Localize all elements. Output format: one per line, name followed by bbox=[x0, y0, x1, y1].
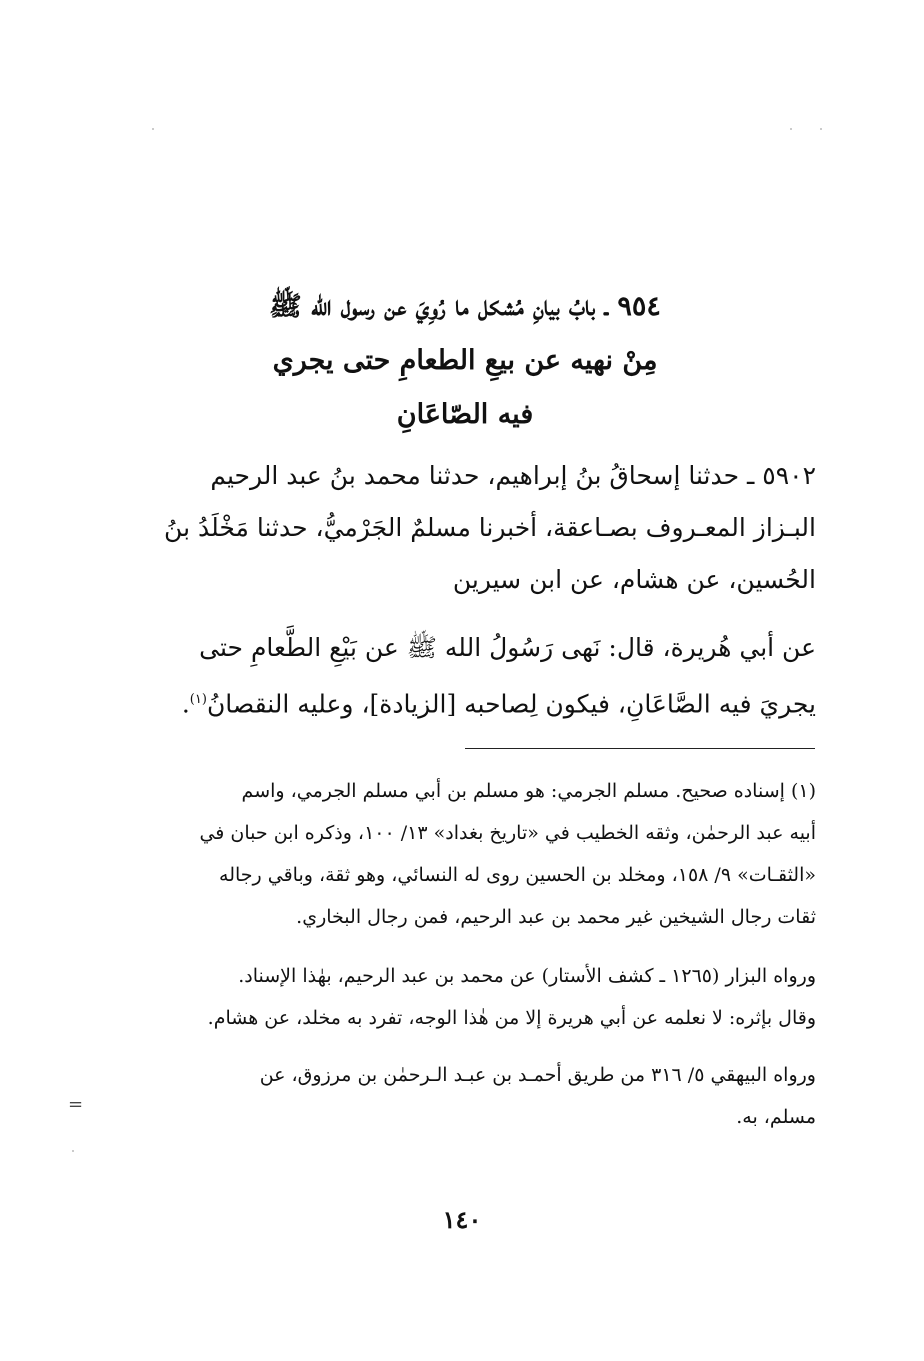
isnad-line: البـزاز المعـروف بصـاعقة، أخبرنا مسلمٌ الجَرْميُّ، حدثنا مَخْلَدُ بنُ bbox=[164, 513, 816, 542]
matn-line: عن أبي هُريرة، قال: نَهى رَسُولُ الله ﷺ عن بَيْعِ الطَّعامِ حتى bbox=[199, 633, 816, 662]
footnote-line: وقال بإثره: لا نعلمه عن أبي هريرة إلا من هٰذا الوجه، تفرد به مخلد، عن هشام. bbox=[207, 1007, 816, 1029]
scan-speck bbox=[790, 128, 792, 130]
footnote-line: مسلم، به. bbox=[736, 1106, 816, 1128]
scan-speck bbox=[152, 128, 154, 130]
hadith-isnad bbox=[108, 450, 816, 606]
matn-line bbox=[108, 674, 816, 730]
chapter-heading-line: مِنْ نهيه عن بيعِ الطعامِ حتى يجري bbox=[272, 345, 658, 376]
margin-mark: = bbox=[68, 1094, 84, 1115]
footnote-line: أبيه عبد الرحمٰن، وثقه الخطيب في «تاريخ بغداد» ١٣/ ١٠٠، وذكره ابن حبان في bbox=[199, 822, 816, 844]
period: . bbox=[181, 689, 190, 719]
hadith-matn bbox=[108, 622, 816, 730]
footnote-line: «الثقـات» ٩/ ١٥٨، ومخلد بن الحسين روى له النسائي، وهو ثقة، وباقي رجاله bbox=[219, 864, 816, 886]
chapter-heading-line: ٩٥٤ ـ بابُ بيانِ مُشكل ما رُوِيَ عن رسول الله ﷺ bbox=[269, 291, 661, 322]
footnote-line: ورواه البزار (١٢٦٥ ـ كشف الأستار) عن محمد بن عبد الرحيم، بهٰذا الإسناد. bbox=[238, 965, 816, 987]
matn-text: يجريَ فيه الصَّاعَانِ، فيكون لِصاحبه [الزيادة]، وعليه النقصانُ bbox=[206, 689, 816, 719]
footnote-paragraph bbox=[108, 955, 816, 1039]
footnote-reference[interactable]: (١) bbox=[189, 692, 207, 707]
page-number: ١٤٠ bbox=[442, 1205, 482, 1234]
footnote-paragraph bbox=[108, 1054, 816, 1138]
footnote-line: ثقات رجال الشيخين غير محمد بن عبد الرحيم، فمن رجال البخاري. bbox=[296, 906, 816, 928]
footnote-separator bbox=[465, 748, 815, 749]
chapter-heading bbox=[120, 280, 810, 442]
scan-speck bbox=[72, 1150, 74, 1152]
isnad-line: الحُسين، عن هشام، عن ابن سيرين bbox=[452, 565, 816, 594]
scan-speck bbox=[820, 128, 822, 130]
footnote-line: ورواه البيهقي ٥/ ٣١٦ من طريق أحمـد بن عبـد الـرحمٰن بن مرزوق، عن bbox=[259, 1064, 816, 1086]
chapter-heading-line: فيه الصّاعَانِ bbox=[396, 399, 534, 430]
footnote-1 bbox=[108, 770, 816, 938]
isnad-line: ٥٩٠٢ ـ حدثنا إسحاقُ بنُ إبراهيم، حدثنا محمد بنُ عبد الرحيم bbox=[210, 461, 816, 490]
footnote-line: (١) إسناده صحيح. مسلم الجرمي: هو مسلم بن أبي مسلم الجرمي، واسم bbox=[241, 780, 816, 802]
